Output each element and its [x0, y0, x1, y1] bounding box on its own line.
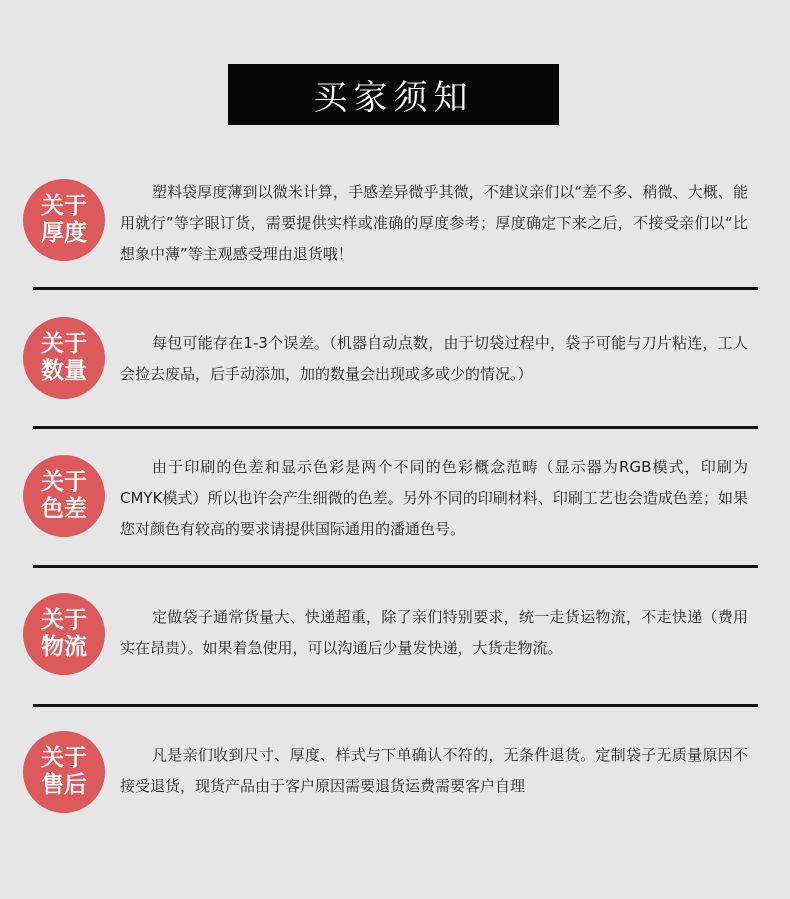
page-title: 买家须知 — [228, 64, 559, 125]
badge-line2: 色差 — [41, 496, 87, 522]
quantity-text: 每包可能存在1-3个误差。（机器自动点数，由于切袋过程中，袋子可能与刀片粘连，工人会捡去废品，后手动添加，加的数量会出现或多或少的情况。） — [120, 334, 748, 383]
section-divider — [33, 287, 758, 290]
badge-quantity — [23, 317, 105, 399]
badge-after-sales — [23, 731, 105, 813]
badge-color-difference — [23, 455, 105, 537]
section-divider — [33, 426, 758, 429]
badge-line2: 物流 — [41, 634, 87, 660]
section-divider — [33, 704, 758, 707]
badge-line1: 关于 — [41, 331, 87, 357]
color-difference-text: 由于印刷的色差和显示色彩是两个不同的色彩概念范畴（显示器为RGB模式，印刷为CMYK模式）所以也许会产生细微的色差。另外不同的印刷材料、印刷工艺也会造成色差；如果您对颜色有较高的要求请提供国际通用的潘通色号。 — [120, 458, 748, 538]
badge-line2: 厚度 — [41, 220, 87, 246]
badge-line2: 售后 — [41, 772, 87, 798]
thickness-text: 塑料袋厚度薄到以微米计算，手感差异微乎其微，不建议亲们以“差不多、稍微、大概、能用就行”等字眼订货，需要提供实样或准确的厚度参考；厚度确定下来之后，不接受亲们以“比想象中薄”等主观感受理由退货哦！ — [120, 183, 748, 263]
badge-thickness — [23, 179, 105, 261]
badge-line1: 关于 — [41, 469, 87, 495]
after-sales-text: 凡是亲们收到尺寸、厚度、样式与下单确认不符的，无条件退货。定制袋子无质量原因不接受退货，现货产品由于客户原因需要退货运费需要客户自理 — [120, 746, 748, 795]
logistics-text: 定做袋子通常货量大、快递超重，除了亲们特别要求，统一走货运物流，不走快递（费用实在昂贵）。如果着急使用，可以沟通后少量发快递，大货走物流。 — [120, 608, 748, 657]
section-divider — [33, 565, 758, 568]
badge-logistics — [23, 593, 105, 675]
badge-line1: 关于 — [41, 193, 87, 219]
badge-line1: 关于 — [41, 607, 87, 633]
badge-line1: 关于 — [41, 745, 87, 771]
badge-line2: 数量 — [41, 358, 87, 384]
